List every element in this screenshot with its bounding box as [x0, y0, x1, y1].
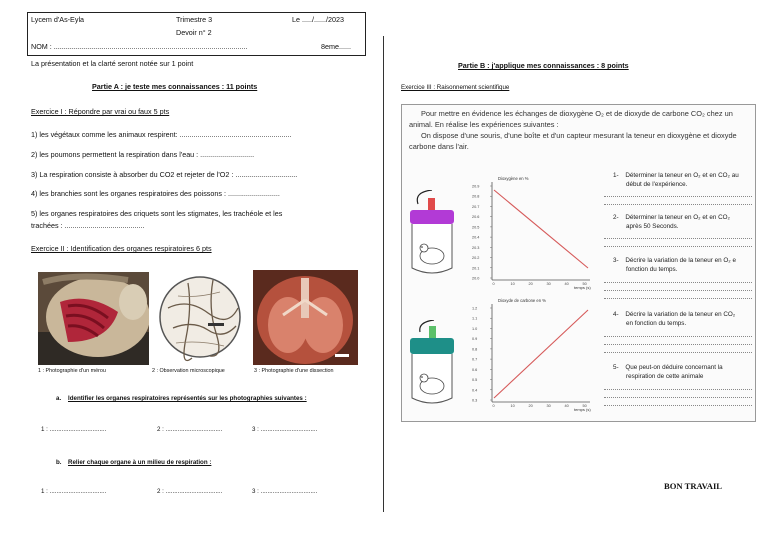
y-tick-label: 20.5 [472, 225, 480, 230]
x-tick-label: 30 [546, 282, 551, 286]
ex1-item-3: 3) La respiration consiste à absorber du CO2 et rejeter de l'O2 : ............................... [31, 170, 298, 179]
q1-line-1: Déterminer la teneur en O₂ et en CO₂ au [625, 172, 739, 179]
x-tick-label: 0 [492, 282, 495, 286]
graph2-xlabel: temps (s) [574, 407, 591, 412]
exercise-2-title: Exercice II : Identification des organes respiratoires 6 pts [31, 244, 212, 253]
x-tick-label: 20 [528, 282, 533, 286]
q4-line-2: en fonction du temps. [626, 319, 687, 327]
x-tick-label: 50 [582, 404, 587, 408]
y-tick-label: 20.4 [472, 235, 480, 240]
question-b: Relier chaque organe à un milieu de respiration : [68, 459, 212, 466]
question-3 [613, 257, 736, 275]
x-tick-label: 10 [510, 404, 515, 408]
answer-line [604, 196, 752, 197]
question-a: Identifier les organes respiratoires représentés sur les photographies suivantes : [68, 395, 307, 402]
y-tick-label: 20.7 [472, 204, 480, 209]
exercise-3-title: Exercice III : Raisonnement scientifique [401, 84, 510, 91]
answer-b-2: 2 : ................................. [157, 488, 223, 495]
y-tick-label: 20.3 [472, 245, 480, 250]
x-tick-label: 0 [492, 404, 495, 408]
q3-line-2: fonction du temps. [626, 265, 678, 273]
q1-number: 1- [613, 172, 619, 179]
q4-number: 4- [613, 311, 619, 318]
answer-a-3: 3 : ................................. [252, 426, 318, 433]
part-b-title: Partie B : j'applique mes connaissances : 8 points [458, 61, 629, 70]
answer-b-3: 3 : ................................. [252, 488, 318, 495]
q2-number: 2- [613, 214, 619, 221]
y-tick-label: 20.9 [472, 184, 480, 189]
exercise-1-title: Exercice I : Répondre par vrai ou faux 5 pts [31, 107, 170, 116]
ex1-item-5-cont: trachées : ........................................ [31, 221, 145, 230]
exam-date: Le ...../....../2023 [292, 15, 344, 24]
x-tick-label: 40 [564, 404, 569, 408]
student-name-field: NOM : ................................................................................................. [31, 42, 248, 51]
co2-curve [494, 310, 588, 398]
q5-number: 5- [613, 364, 619, 371]
y-tick-label: 20.6 [472, 215, 480, 220]
q5-line-2: respiration de cette animale [626, 372, 704, 380]
y-tick-label: 0.3 [472, 398, 478, 403]
grouper-photo [38, 272, 149, 365]
question-2 [613, 214, 730, 232]
y-tick-label: 20.1 [472, 266, 480, 271]
microscope-photo [158, 268, 242, 366]
x-tick-label: 20 [528, 404, 533, 408]
student-class-field: 8eme...... [321, 42, 351, 51]
oxygen-graph [470, 172, 595, 292]
question-b-label: b. [56, 459, 62, 466]
question-1 [613, 172, 739, 190]
part-a-title: Partie A : je teste mes connaissances : 11 points [92, 82, 258, 91]
y-tick-label: 0.5 [472, 378, 478, 383]
caption-2: 2 : Observation microscopique [152, 368, 225, 374]
q4-line-1: Décrire la variation de la teneur en CO₂ [625, 311, 736, 318]
caption-3: 3 : Photographie d'une dissection [254, 368, 334, 374]
q2-line-1: Déterminer la teneur en O₂ et en CO₂ [625, 214, 730, 221]
answer-line [604, 405, 752, 406]
answer-line [604, 397, 752, 398]
intro-line-3: On dispose d'une souris, d'une boîte et d'un capteur mesurant la teneur en dioxygène et dioxyde [421, 131, 737, 140]
answer-line [604, 204, 752, 205]
y-tick-label: 1.2 [472, 306, 478, 311]
answer-a-1: 1 : ................................. [41, 426, 107, 433]
co2-graph [470, 294, 595, 414]
y-tick-label: 0.7 [472, 357, 478, 362]
answer-line [604, 282, 752, 283]
question-4 [613, 311, 735, 329]
ex1-item-5: 5) les organes respiratoires des criquets sont les stigmates, les trachéole et les [31, 209, 283, 218]
q3-number: 3- [613, 257, 619, 264]
graph1-xlabel: temps (s) [574, 285, 591, 290]
question-5 [613, 364, 723, 382]
answer-line [604, 344, 752, 345]
y-tick-label: 1.0 [472, 326, 478, 331]
intro-line-1: Pour mettre en évidence les échanges de dioxygène O₂ et de dioxyde de carbone CO₂ chez un [421, 109, 733, 118]
presentation-note: La présentation et la clarté seront notée sur 1 point [31, 59, 194, 68]
closing-text: BON TRAVAIL [664, 481, 723, 491]
answer-line [604, 389, 752, 390]
y-tick-label: 1.1 [472, 316, 478, 321]
answer-line [604, 238, 752, 239]
caption-1: 1 : Photographie d'un mérou [38, 368, 106, 374]
question-a-label: a. [56, 395, 62, 402]
q5-line-1: Que peut-on déduire concernant la [625, 364, 723, 371]
jar-oxygen-setup [404, 190, 460, 280]
answer-line [604, 352, 752, 353]
q1-line-2: début de l'expérience. [626, 180, 688, 188]
jar-co2-setup [404, 320, 460, 410]
y-tick-label: 0.9 [472, 337, 478, 342]
answer-b-1: 1 : ................................. [41, 488, 107, 495]
school-name: Lycem d'As-Eyla [31, 15, 85, 24]
column-divider [383, 36, 384, 512]
ex1-item-1: 1) les végétaux comme les animaux respirent: ........................................................ [31, 130, 292, 139]
dissection-photo [253, 270, 358, 365]
y-tick-label: 0.4 [472, 388, 478, 393]
y-tick-label: 20.8 [472, 194, 480, 199]
x-tick-label: 50 [582, 282, 587, 286]
ex1-item-4: 4) les branchies sont les organes respiratoires des poissons : .......................... [31, 189, 280, 198]
y-tick-label: 0.6 [472, 367, 478, 372]
oxygen-curve [494, 190, 588, 268]
term: Trimestre 3 [176, 15, 213, 24]
graph1-ylabel: Dioxygène en % [498, 176, 529, 181]
answer-a-2: 2 : ................................. [157, 426, 223, 433]
intro-line-2: animal. En réalise les expériences suivantes : [409, 120, 559, 129]
q2-line-2: après 50 Seconds. [626, 222, 679, 230]
ex1-item-2: 2) les poumons permettent la respiration dans l'eau : ........................... [31, 150, 255, 159]
answer-line [604, 336, 752, 337]
graph2-ylabel: Dioxyde de carbone en % [498, 298, 546, 303]
answer-line [604, 298, 752, 299]
answer-line [604, 290, 752, 291]
x-tick-label: 10 [510, 282, 515, 286]
y-tick-label: 20.2 [472, 256, 480, 261]
intro-line-4: carbone dans l'air. [409, 142, 469, 151]
x-tick-label: 40 [564, 282, 569, 286]
exam-number: Devoir n° 2 [176, 28, 212, 37]
y-tick-label: 0.8 [472, 347, 478, 352]
x-tick-label: 30 [546, 404, 551, 408]
y-tick-label: 20.0 [472, 276, 480, 281]
answer-line [604, 246, 752, 247]
q3-line-1: Décrire la variation de la teneur en O₂ e [625, 257, 736, 264]
